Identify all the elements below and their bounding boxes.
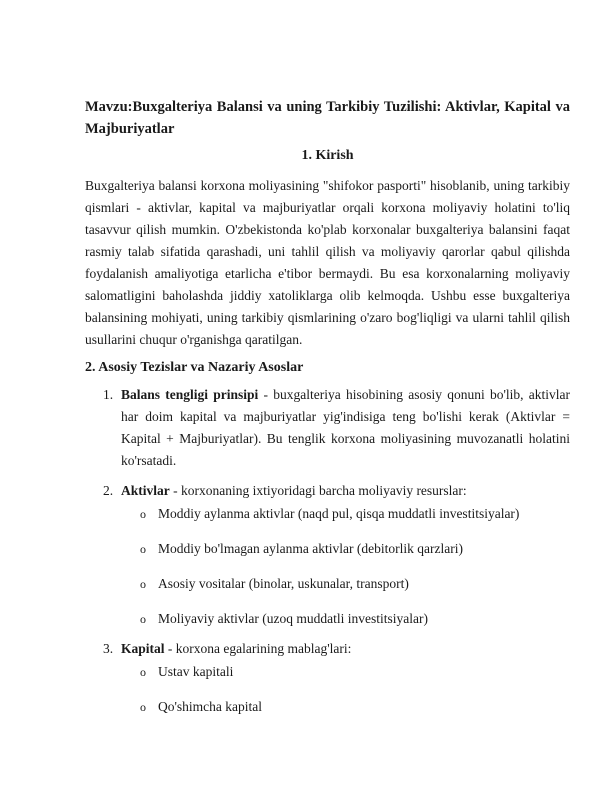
bullet-icon: o — [140, 700, 146, 714]
sub-list-item: o Ustav kapitali — [121, 661, 570, 683]
bullet-icon: o — [140, 577, 146, 591]
sub-list-item: o Moddiy bo'lmagan aylanma aktivlar (debitorlik qarzlari) — [121, 538, 570, 560]
list-text: - buxgalteriya hisobining asosiy qonuni bo'lib, aktivlar har doim kapital va majburiyatlar yig'indisiga teng bo'lishi kerak (Aktivlar = Kapital + Majburiyatlar). Bu tenglik korxona moliyasining muvozanatli holatini ko'rsatadi. — [121, 387, 570, 468]
bullet-icon: o — [140, 542, 146, 556]
list-term: Aktivlar — [121, 483, 170, 498]
list-number: 1. — [103, 387, 114, 402]
sub-list — [121, 661, 570, 718]
sub-list-item: o Moliyaviy aktivlar (uzoq muddatli investitsiyalar) — [121, 608, 570, 630]
list-item — [85, 638, 570, 718]
list-number: 3. — [103, 641, 114, 656]
list-text: - korxona egalarining mablag'lari: — [164, 641, 352, 656]
document-page — [85, 96, 570, 726]
sub-list-item: o Asosiy vositalar (binolar, uskunalar, transport) — [121, 573, 570, 595]
bullet-icon: o — [140, 507, 146, 521]
sub-list-item: o Moddiy aylanma aktivlar (naqd pul, qisqa muddatli investitsiyalar) — [121, 503, 570, 525]
list-item — [85, 384, 570, 472]
document-title: Mavzu:Buxgalteriya Balansi va uning Tarkibiy Tuzilishi: Aktivlar, Kapital va Majburiyatlar — [85, 99, 570, 137]
intro-heading: 1. Kirish — [301, 148, 354, 163]
section2-heading: 2. Asosiy Tezislar va Nazariy Asoslar — [85, 360, 304, 375]
theses-list — [85, 384, 570, 718]
sub-list-item: o Qo'shimcha kapital — [121, 696, 570, 718]
bullet-icon: o — [140, 665, 146, 679]
list-term: Kapital — [121, 641, 165, 656]
list-number: 2. — [103, 483, 114, 498]
bullet-icon: o — [140, 612, 146, 626]
sub-list — [121, 503, 570, 630]
intro-paragraph: Buxgalteriya balansi korxona moliyasining "shifokor pasporti" hisoblanib, uning tarkibiy qismlari - aktivlar, kapital va majburiyatlar orqali korxona moliyaviy holatini to'liq tasavvur qilish mumkin. O'zbekistonda ko'plab korxonalar buxgalteriya balansini faqat rasmiy talab sifatida qarashadi, uni tahlil qilish va moliyaviy qarorlar qabul qilishda foydalanish amaliyotiga etarlicha e'tibor bermaydi. Bu esa korxonalarning moliyaviy salomatligini baholashda jiddiy xatoliklarga olib kelmoqda. Ushbu esse buxgalteriya balansining mohiyati, uning tarkibiy qismlarining o'zaro bog'liqligi va ularni tahlil qilish usullarini chuqur o'rganishga qaratilgan. — [85, 178, 570, 347]
list-term: Balans tengligi prinsipi — [121, 387, 259, 402]
list-text: - korxonaning ixtiyoridagi barcha moliyaviy resurslar: — [169, 483, 467, 498]
list-item — [85, 480, 570, 630]
